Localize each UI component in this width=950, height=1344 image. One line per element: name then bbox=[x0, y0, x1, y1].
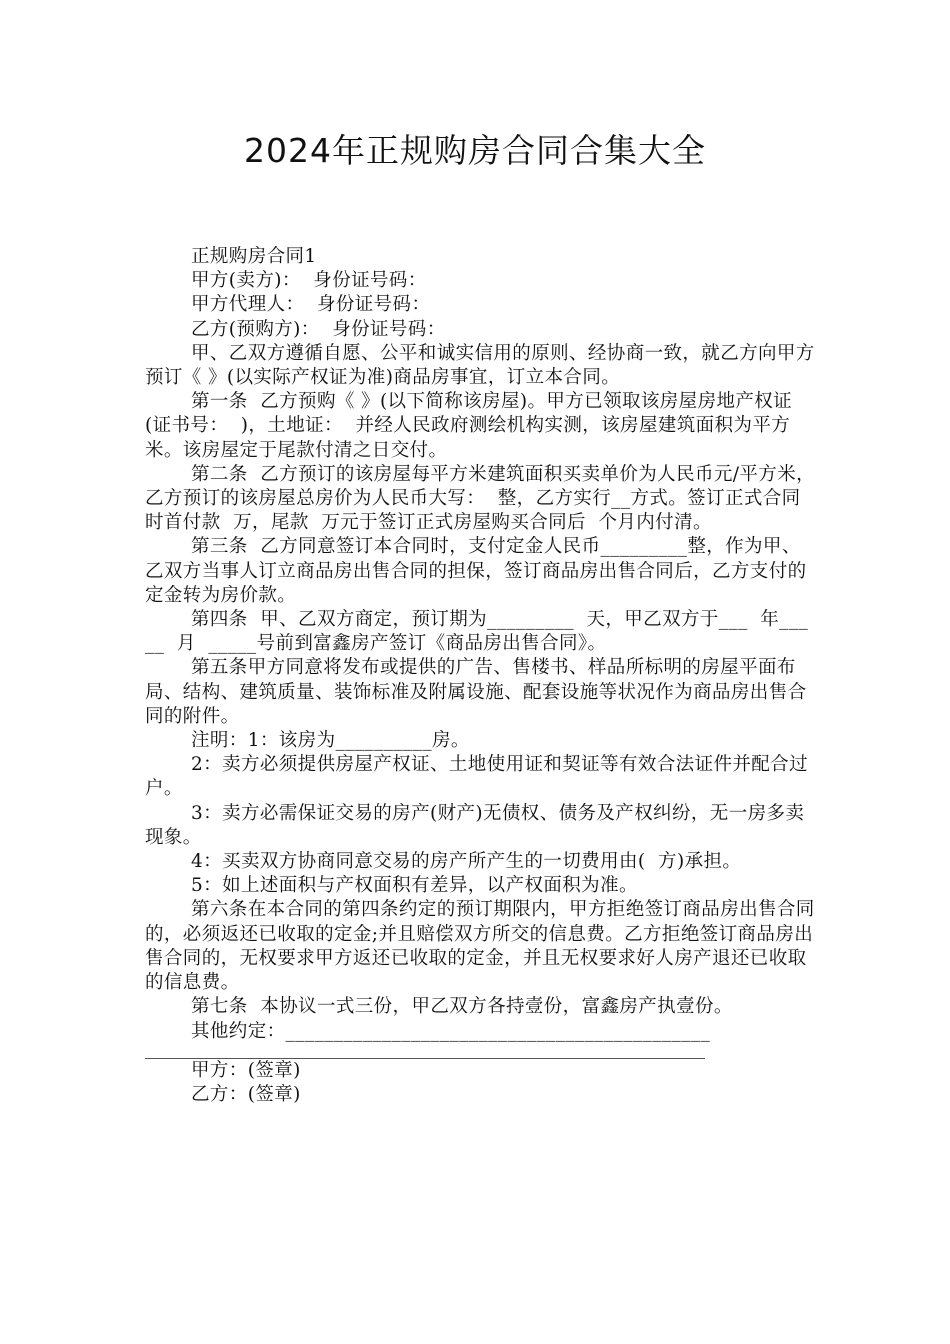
article-1: 第一条 乙方预购《 》(以下简称该房屋)。甲方已领取该房屋房地产权证 (证书号： )，土地证： 并经人民政府测绘机构实测，该房屋建筑面积为平方米。该房屋定于尾款付清之日交付。 bbox=[145, 391, 799, 461]
article-3: 第三条 乙方同意签订本合同时，支付定金人民币_________整，作为甲、乙双方当事人订立商品房出售合同的担保，签订商品房出售合同后，乙方支付的定金转为房价款。 bbox=[145, 536, 807, 606]
article-5: 第五条甲方同意将发布或提供的广告、售楼书、样品所标明的房屋平面布局、结构、建筑质量、装饰标准及附属设施、配套设施等状况作为商品房出售合同的附件。 bbox=[145, 657, 807, 727]
article-2: 第二条 乙方预订的该房屋每平方米建筑面积买卖单价为人民币元/平方米，乙方预订的该房屋总房价为人民币大写： 整，乙方实行__方式。签订正式合同时首付款 万，尾款 万元于签订正式房屋购买合同后 个月内付清。 bbox=[145, 463, 815, 534]
document-body bbox=[145, 245, 815, 1107]
party-b-line: 乙方(预购方)： 身份证号码： bbox=[191, 318, 446, 340]
article-6: 第六条在本合同的第四条约定的预订期限内，甲方拒绝签订商品房出售合同的，必须返还已收取的定金;并且赔偿双方所交的信息费。乙方拒绝签订商品房出售合同的，无权要求甲方返还已收取的定金，并且无权要求好人房产退还已收取的信息费。 bbox=[145, 899, 815, 994]
note-2: 2：卖方必须提供房屋产权证、土地使用证和契证等有效合法证件并配合过户。 bbox=[145, 754, 808, 800]
note-1: 注明：1：该房为__________房。 bbox=[191, 730, 470, 752]
contract-heading: 正规购房合同1 bbox=[191, 246, 317, 267]
document-title: 2024年正规购房合同合集大全 bbox=[244, 131, 706, 170]
note-3: 3：卖方必需保证交易的房产(财产)无债权、债务及产权纠纷，无一房多卖现象。 bbox=[145, 802, 805, 848]
note-5: 5：如上述面积与产权面积有差异，以产权面积为准。 bbox=[191, 875, 638, 897]
party-a-agent-line: 甲方代理人： 身份证号码： bbox=[191, 294, 431, 316]
other-terms-line: 其他约定：____________________________________________ bbox=[191, 1020, 711, 1042]
signature-party-a: 甲方：(签章) bbox=[191, 1059, 301, 1081]
article-7: 第七条 本协议一式三份，甲乙双方各持壹份，富鑫房产执壹份。 bbox=[191, 996, 733, 1018]
article-4: 第四条 甲、乙双方商定，预订期为_________ 天，甲乙双方于___ 年_____ 月 _____号前到富鑫房产签订《商品房出售合同》。 bbox=[145, 609, 809, 655]
note-4: 4：买卖双方协商同意交易的房产所产生的一切费用由( 方)承担。 bbox=[191, 851, 742, 873]
signature-party-b: 乙方：(签章) bbox=[191, 1083, 301, 1105]
intro-paragraph: 甲、乙双方遵循自愿、公平和诚实信用的原则、经协商一致，就乙方向甲方预订《 》(以实际产权证为准)商品房事宜，订立本合同。 bbox=[145, 342, 815, 389]
party-a-line: 甲方(卖方)： 身份证号码： bbox=[191, 270, 427, 292]
